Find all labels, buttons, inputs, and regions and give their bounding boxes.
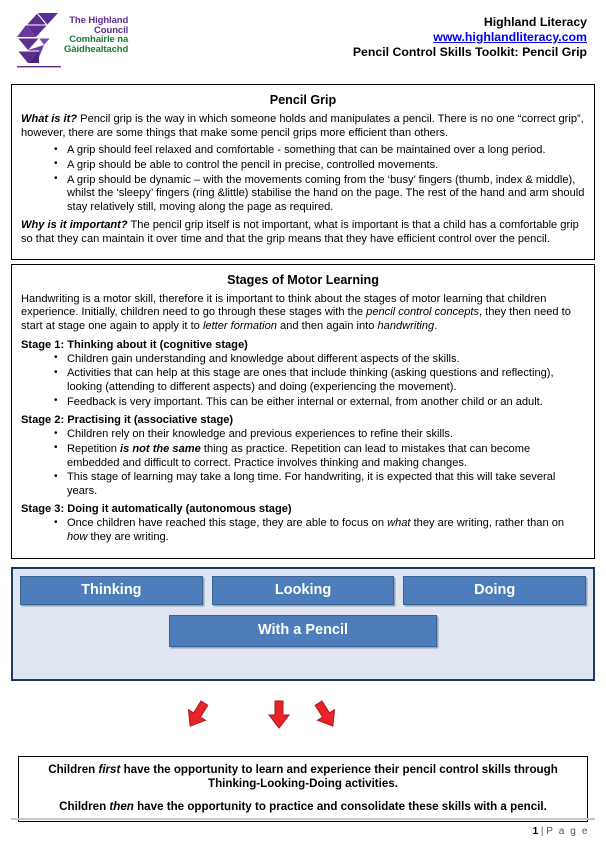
intro-part-1: Handwriting is a motor skill, therefore it is important to think about the stages of motor learning that children experience. Initially, children need to go through these stages with the xyxy=(21,292,547,319)
stage-3-bullet-part-c: they are writing. xyxy=(87,531,169,544)
intro-emphasis-2: letter formation xyxy=(202,320,277,333)
statement-1-part-a: Children xyxy=(48,763,99,776)
why-important-body: The pencil grip itself is not important, what is important is that a child has a comfortable grip so that they can maintain it over time and that the grip means that they have efficient control over the pencil. xyxy=(21,219,579,246)
stage-3-emphasis-what: what xyxy=(387,517,411,530)
statement-1-part-b: have the opportunity to learn and experience their pencil control skills through Thinking-Looking-Doing activities. xyxy=(120,763,558,791)
page-separator: | xyxy=(538,826,547,837)
logo-wordmark xyxy=(64,12,128,55)
stage-1-heading: Stage 1: Thinking about it (cognitive stage) xyxy=(21,338,248,351)
diagram-box-doing[interactable]: Doing xyxy=(403,576,586,606)
logo-line-en-1: The Highland xyxy=(69,15,129,26)
highland-council-logo xyxy=(11,8,128,70)
stage-2-bullet-2-emphasis: is not the same xyxy=(120,442,201,455)
page-word: P a g e xyxy=(546,826,589,837)
stage-3-bullet-list xyxy=(21,517,585,544)
pencil-grip-heading: Pencil Grip xyxy=(269,93,337,107)
stage-2-bullet-2-part-a: Repetition xyxy=(67,442,121,455)
list-item xyxy=(54,443,585,470)
diagram-box-looking[interactable]: Looking xyxy=(212,576,395,606)
list-item: • A grip should be able to control the pencil in precise, controlled movements. xyxy=(54,159,585,173)
header-website-link[interactable]: www.highlandliteracy.com xyxy=(433,30,587,44)
stage-3-emphasis-how: how xyxy=(67,531,88,544)
list-item: • Feedback is very important. This can be either internal or external, from another child or an adult. xyxy=(54,396,585,410)
arrow-middle-down-icon xyxy=(266,700,292,730)
arrow-left-tilted-icon xyxy=(184,700,210,730)
intro-part-3: and then again into xyxy=(276,320,378,333)
stage-2-bullet-list xyxy=(21,428,585,498)
statement-2-emphasis: then xyxy=(109,799,134,813)
thinking-looking-doing-diagram xyxy=(11,567,595,681)
list-item: • This stage of learning may take a long time. For handwriting, it is expected that this will take several years. xyxy=(54,471,585,498)
highland-council-logo-icon xyxy=(17,12,61,70)
intro-part-4: . xyxy=(434,320,438,333)
diagram-box-thinking[interactable]: Thinking xyxy=(20,576,203,606)
statement-2-part-b: have the opportunity to practice and consolidate these skills with a pencil. xyxy=(133,799,547,813)
statement-2-part-a: Children xyxy=(59,799,110,813)
statement-line-1 xyxy=(29,763,577,792)
motor-learning-heading: Stages of Motor Learning xyxy=(227,272,379,287)
list-item: • A grip should be dynamic – with the movements coming from the ‘busy’ fingers (thumb, index & middle), whilst the ‘sleepy’ fingers (ring &little) stabilise the hand on the page. The rest of the hand and arm should stay relatively still, moving along the page as required. xyxy=(54,174,585,215)
intro-emphasis-1: pencil control concepts xyxy=(366,306,480,319)
statement-line-2 xyxy=(29,800,577,814)
page-number-label xyxy=(11,820,595,837)
stage-2-bullet-2-part-b: thing as practice. Repetition can lead to mistakes that can become embedded and difficult to correct. Practice involves thinking and making changes. xyxy=(67,442,531,469)
stage-3-bullet-part-b: they are writing, rather than on xyxy=(410,517,565,530)
header-titles xyxy=(353,8,595,60)
header-subtitle: Pencil Control Skills Toolkit: Pencil Grip xyxy=(352,45,587,59)
motor-learning-intro xyxy=(21,293,585,334)
summary-statement-box xyxy=(18,756,588,822)
list-item xyxy=(54,517,585,544)
logo-line-en-2: Council xyxy=(94,24,129,36)
why-important-paragraph xyxy=(21,219,585,246)
stage-2-heading: Stage 2: Practising it (associative stage) xyxy=(21,414,234,427)
intro-part-2: , they then need to start at stage one again to apply it to xyxy=(21,306,571,333)
diagram-top-row xyxy=(13,569,593,606)
pencil-grip-bullet-list xyxy=(21,144,585,214)
page-footer xyxy=(11,818,595,837)
list-item: • A grip should feel relaxed and comfortable - something that can be maintained over a long period. xyxy=(54,144,585,158)
what-is-it-label: What is it? xyxy=(21,113,78,125)
diagram-box-with-a-pencil[interactable]: With a Pencil xyxy=(169,615,437,647)
page-number: 1 xyxy=(532,826,539,837)
logo-line-gd-2: Gàidhealtachd xyxy=(64,44,129,56)
stage-1-bullet-list xyxy=(21,353,585,410)
stage-3-heading: Stage 3: Doing it automatically (autonomous stage) xyxy=(21,503,292,516)
what-is-it-body: Pencil grip is the way in which someone holds and manipulates a pencil. There is no one “correct grip”, however, there are some things that make some pencil grips more efficient than others. xyxy=(21,113,584,139)
page-header xyxy=(11,8,595,80)
motor-learning-panel xyxy=(11,264,595,559)
what-is-it-paragraph xyxy=(21,113,585,140)
pencil-grip-panel xyxy=(11,84,595,260)
header-title: Highland Literacy xyxy=(483,15,587,29)
arrow-right-tilted-icon xyxy=(313,700,339,730)
why-important-label: Why is it important? xyxy=(21,219,128,232)
diagram-bottom-row xyxy=(13,615,593,647)
statement-1-emphasis: first xyxy=(98,763,121,776)
list-item: • Children rely on their knowledge and previous experiences to refine their skills. xyxy=(54,428,585,442)
intro-emphasis-3: handwriting xyxy=(377,320,435,333)
logo-line-gd-1: Comhairle na xyxy=(69,34,129,46)
list-item: • Activities that can help at this stage are ones that include thinking (asking questions and reflecting), looking (attending to different aspects) and doing (experiencing the movement). xyxy=(54,367,585,394)
list-item: • Children gain understanding and knowledge about different aspects of the skills. xyxy=(54,353,585,367)
stage-3-bullet-part-a: Once children have reached this stage, they are able to focus on xyxy=(67,517,388,530)
